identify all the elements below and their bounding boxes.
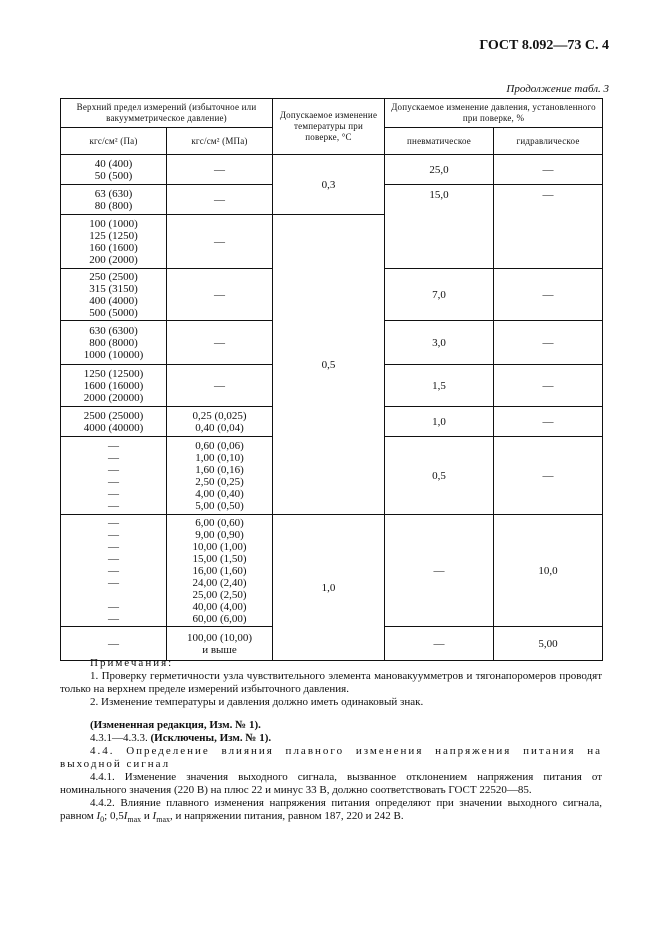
- cell-pa: — — — — — —: [61, 437, 167, 515]
- cell-pa: — — — — — — — —: [61, 515, 167, 627]
- cell-mpa: —: [167, 185, 273, 215]
- cell-mpa: —: [167, 215, 273, 269]
- header-kgf-mpa: кгс/см² (МПа): [167, 128, 273, 155]
- cell-pneumatic: 7,0: [385, 269, 494, 321]
- notes-block: [60, 657, 602, 826]
- cell-hydraulic: —: [494, 155, 603, 185]
- cell-pa: 100 (1000) 125 (1250) 160 (1600) 200 (2000): [61, 215, 167, 269]
- cell-mpa: 0,60 (0,06) 1,00 (0,10) 1,60 (0,16) 2,50 (0,25) 4,00 (0,40) 5,00 (0,50): [167, 437, 273, 515]
- cell-pneumatic: 0,5: [385, 437, 494, 515]
- cell-mpa: —: [167, 155, 273, 185]
- table-row: [61, 515, 603, 627]
- cell-hydraulic: —: [494, 437, 603, 515]
- page-header: ГОСТ 8.092—73 С. 4: [479, 38, 609, 53]
- header-kgf-pa: кгс/см² (Па): [61, 128, 167, 155]
- cell-pneumatic: 1,0: [385, 407, 494, 437]
- note-1: 1. Проверку герметичности узла чувствительного элемента мановакуумметров и тягонапоромеров проводят только на верхнем пределе измерений избыточного давления.: [60, 670, 602, 695]
- cell-hydraulic: —: [494, 365, 603, 407]
- cell-pa: 2500 (25000) 4000 (40000): [61, 407, 167, 437]
- paragraph-4-4-1: 4.4.1. Изменение значения выходного сигнала, вызванное отклонением напряжения питания от номинального значения (220 В) на плюс 22 и минус 33 В, должно соответствовать ГОСТ 22520—85.: [60, 771, 602, 796]
- cell-mpa: —: [167, 269, 273, 321]
- cell-pa: —: [61, 627, 167, 661]
- cell-pa: 630 (6300) 800 (8000) 1000 (10000): [61, 321, 167, 365]
- cell-mpa: —: [167, 365, 273, 407]
- header-pneumatic: пневматическое: [385, 128, 494, 155]
- cell-mpa: —: [167, 321, 273, 365]
- cell-pneumatic: 1,5: [385, 365, 494, 407]
- cell-temp: 0,5: [273, 215, 385, 515]
- cell-pa: 40 (400) 50 (500): [61, 155, 167, 185]
- header-upper-limit: Верхний предел измерений (избыточное или вакуумметрическое давление): [61, 99, 273, 128]
- cell-pneumatic: 25,0: [385, 155, 494, 185]
- cell-pneumatic: 3,0: [385, 321, 494, 365]
- cell-hydraulic: 10,0: [494, 515, 603, 627]
- header-temperature: Допускаемое изменение температуры при поверке, °С: [273, 99, 385, 155]
- cell-mpa: 100,00 (10,00) и выше: [167, 627, 273, 661]
- notes-heading: Примечания:: [90, 657, 174, 669]
- excluded-clauses: 4.3.1—4.3.3. (Исключены, Изм. № 1).: [90, 732, 272, 744]
- cell-pa: 1250 (12500) 1600 (16000) 2000 (20000): [61, 365, 167, 407]
- cell-temp: 0,3: [273, 155, 385, 215]
- table-continuation-label: Продолжение табл. 3: [506, 83, 609, 95]
- cell-hydraulic: —: [494, 407, 603, 437]
- paragraph-4-4-2: 4.4.2. Влияние плавного изменения напряжения питания определяют при значении выходного сигнала, равном $I_0$; $0,5I_{max}$ и $I_{max}$, и напряжении питания, равном 187, 220 и 242 В.: [60, 797, 602, 825]
- cell-hydraulic: —: [494, 185, 603, 269]
- note-2: 2. Изменение температуры и давления должно иметь одинаковый знак.: [90, 696, 424, 708]
- cell-hydraulic: 5,00: [494, 627, 603, 661]
- header-hydraulic: гидравлическое: [494, 128, 603, 155]
- cell-pa: 250 (2500) 315 (3150) 400 (4000) 500 (5000): [61, 269, 167, 321]
- header-pressure-change: Допускаемое изменение давления, установленного при поверке, %: [385, 99, 603, 128]
- cell-pa: 63 (630) 80 (800): [61, 185, 167, 215]
- cell-pneumatic: —: [385, 627, 494, 661]
- changed-edition: (Измененная редакция, Изм. № 1).: [90, 719, 261, 731]
- cell-pneumatic: 15,0: [385, 185, 494, 269]
- cell-mpa: 6,00 (0,60) 9,00 (0,90) 10,00 (1,00) 15,00 (1,50) 16,00 (1,60) 24,00 (2,40) 25,00 (2,50) 40,00 (4,00) 60,00 (6,00): [167, 515, 273, 627]
- pressure-verification-table: [60, 98, 603, 661]
- table-row: [61, 155, 603, 185]
- cell-temp: 1,0: [273, 515, 385, 661]
- cell-pneumatic: —: [385, 515, 494, 627]
- cell-hydraulic: —: [494, 269, 603, 321]
- cell-hydraulic: —: [494, 321, 603, 365]
- cell-mpa: 0,25 (0,025) 0,40 (0,04): [167, 407, 273, 437]
- section-4-4-heading: 4.4. Определение влияния плавного изменения напряжения питания на выходной сигнал: [60, 745, 602, 770]
